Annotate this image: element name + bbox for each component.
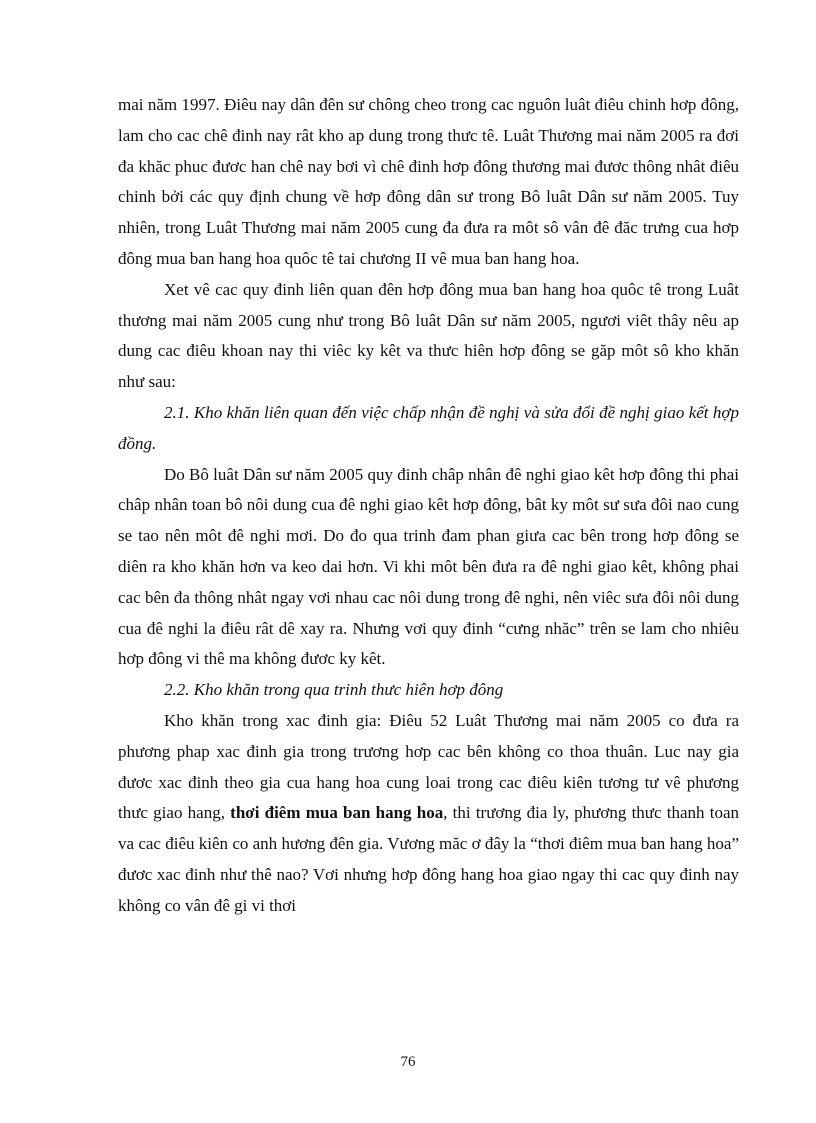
- document-page: [118, 90, 739, 922]
- paragraph-4-text-after: , thi trương đia ly, phương thưc thanh toan va cac điêu kiên co anh hương đên gia. Vương măc ơ đây la “thơi điêm mua ban hang hoa” đươc xac đinh như thê nao? Vơi nhưng hơp đông hang hoa giao ngay thi cac quy đinh nay không co vân đê gi vi thơi: [118, 803, 739, 915]
- page-number: 76: [400, 1054, 416, 1070]
- paragraph-1: mai năm 1997. Điêu nay dân đên sư chông cheo trong cac nguôn luât điêu chinh hơp đông, lam cho cac chê đinh nay rât kho ap dung trong thưc tê. Luât Thương mai năm 2005 ra đơi đa khăc phuc đươc han chê nay bơi vì chê đinh hơp đông thương mai đươc thông nhât điêu chinh bởi các quy định chung về hơp đông dân sư trong Bô luât Dân sư năm 2005. Tuy nhiên, trong Luât Thương mai năm 2005 cung đa đưa ra môt sô vân đê đăc trưng cua hơp đông mua ban hang hoa quôc tê tai chương II vê mua ban hang hoa.: [118, 95, 739, 268]
- paragraph-2: Xet vê cac quy đinh liên quan đên hơp đông mua ban hang hoa quôc tê trong Luât thương mai năm 2005 cung như trong Bô luât Dân sư năm 2005, ngươi viêt thây nêu ap dung cac điêu khoan nay thi viêc ky kêt va thưc hiên hơp đông se găp môt sô kho khăn như sau:: [118, 279, 739, 392]
- paragraph-4-bold-phrase: thơi điêm mua ban hang hoa: [230, 803, 444, 823]
- paragraph-3: Do Bô luât Dân sư năm 2005 quy đinh châp nhân đê nghi giao kêt hơp đông thi phai châp nhân toan bô nôi dung cua đê nghi giao kêt hơp đông, bât ky môt sư sưa đôi nao cung se tao nên môt đê nghi mơi. Do đo qua trinh đam phan giưa cac bên trong hơp đông se diên ra kho khăn hơn va keo dai hơn. Vi khi môt bên đưa ra đê nghi giao kêt, không phai cac bên đa thông nhât ngay vơi nhau cac nôi dung trong đê nghi, nên viêc sưa đôi nôi dung cua đê nghi la điêu rât dê xay ra. Nhưng vơi quy đinh “cưng nhăc” trên se lam cho nhiêu hơp đông vi thê ma không đươc ky kêt.: [118, 464, 739, 669]
- paragraph-4-text-before: Kho khăn trong xac đinh gia: Điêu 52 Luât Thương mai năm 2005 co đưa ra phương phap xac đinh gia trong trương hơp cac bên không co thoa thuân. Luc nay gia đươc xac đinh theo gia cua hang hoa cung loai trong cac điêu kiên tương tư vê phương thưc giao hang,: [118, 710, 739, 823]
- section-heading-2-1: 2.1. Kho khăn liên quan đến việc chấp nhận đề nghị và sửa đổi đề nghị giao kết hợp đồng.: [118, 402, 739, 453]
- paragraph-4: [118, 706, 739, 922]
- section-heading-2-2: 2.2. Kho khăn trong qua trinh thưc hiên hơp đông: [164, 680, 504, 700]
